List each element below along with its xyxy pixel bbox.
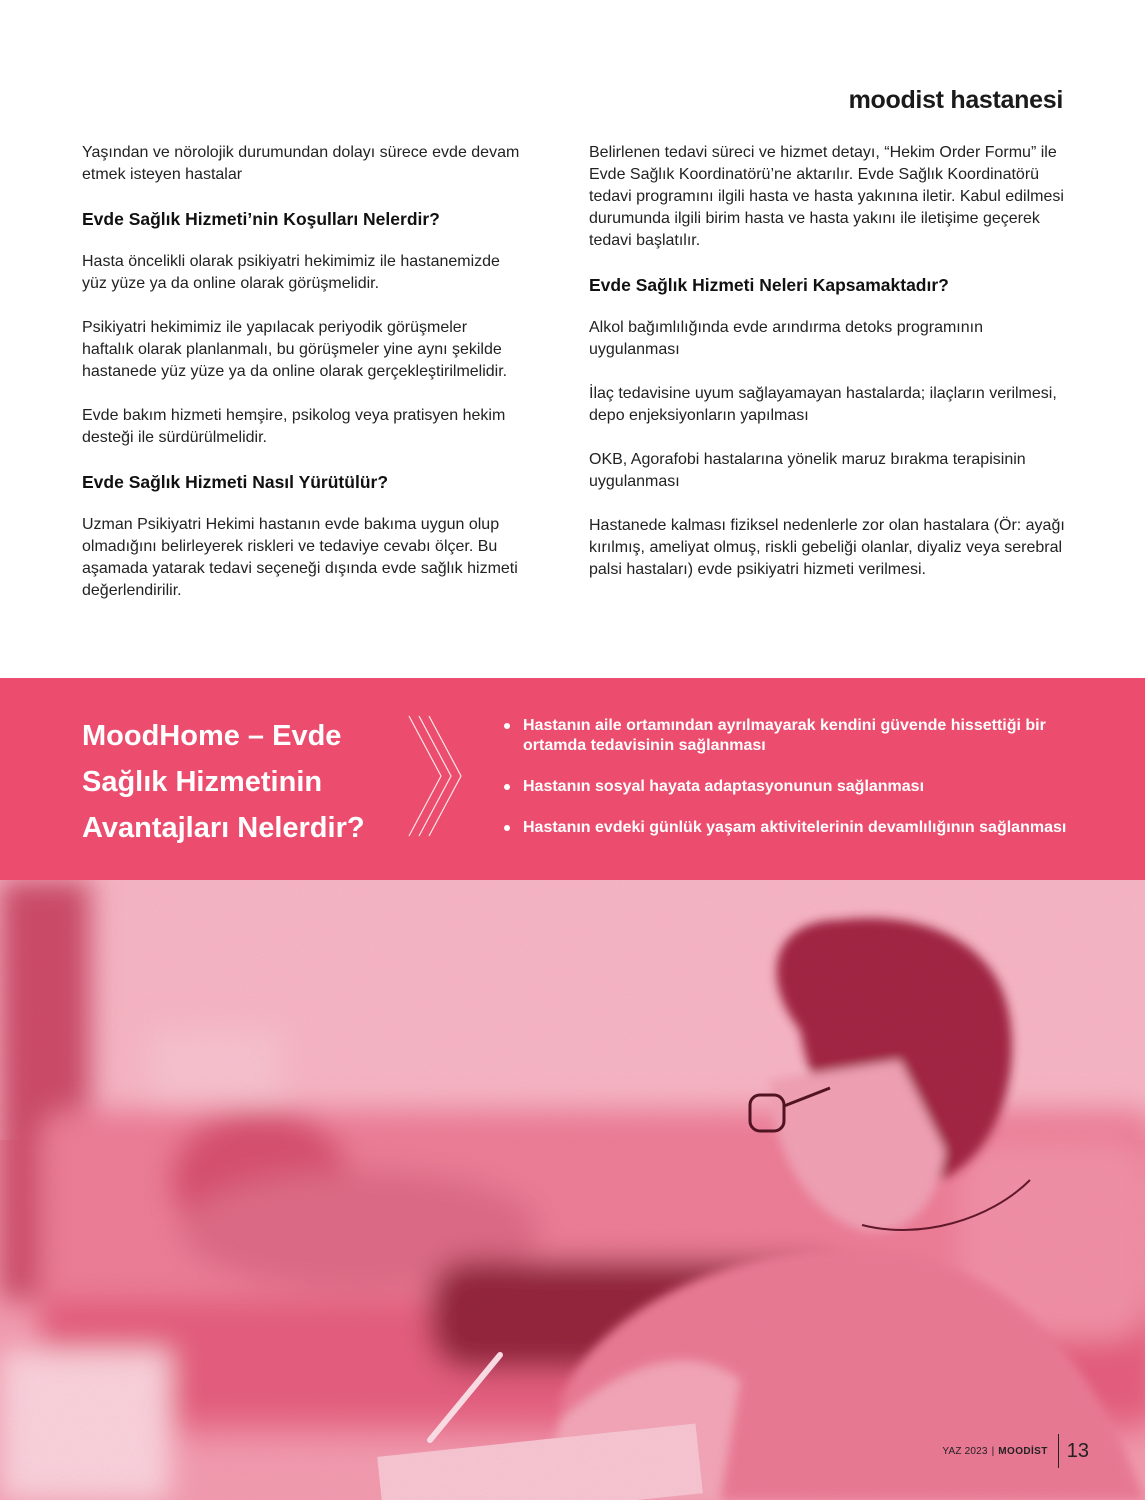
section-heading-scope: Evde Sağlık Hizmeti Neleri Kapsamaktadır?	[589, 275, 949, 295]
right-column	[589, 142, 1069, 603]
issue-label: YAZ 2023	[942, 1445, 988, 1457]
scope-paragraph: İlaç tedavisine uyum sağlayamayan hastalarda; ilaçların verilmesi, depo enjeksiyonların yapılması	[589, 385, 1057, 424]
scope-paragraph: Alkol bağımlılığında evde arındırma detoks programının uygulanması	[589, 319, 983, 358]
footer-separator: |	[991, 1445, 995, 1457]
left-column	[82, 142, 522, 624]
scope-paragraph: Hastanede kalması fiziksel nedenlerle zor olan hastalara (Ör: ayağı kırılmış, ameliyat olmuş, riskli gebeliği olanlar, diyaliz veya serebral palsi hastaları) evde psikiyatri hizmeti verilmesi.	[589, 517, 1065, 578]
conditions-paragraph: Hasta öncelikli olarak psikiyatri hekimimiz ile hastanemizde yüz yüze ya da online olarak görüşmelidir.	[82, 253, 500, 292]
process-paragraph: Uzman Psikiyatri Hekimi hastanın evde bakıma uygun olup olmadığını belirleyerek riskleri ve tedaviye cevabı ölçer. Bu aşamada yatarak tedavi seçeneği dışında evde sağlık hizmeti değerlendirilir.	[82, 516, 518, 599]
magazine-name: MOODİST	[998, 1445, 1048, 1457]
list-item: Hastanın evdeki günlük yaşam aktivitelerinin devamlılığının sağlanması	[504, 818, 1104, 838]
advantages-list	[504, 716, 1104, 859]
conditions-paragraph: Psikiyatri hekimimiz ile yapılacak periyodik görüşmeler haftalık olarak planlanmalı, bu görüşmeler yine aynı şekilde hastanede yüz yüze ya da online olarak gerçekleştirilmelidir.	[82, 319, 508, 380]
left-intro-paragraph: Yaşından ve nörolojik durumundan dolayı sürece evde devam etmek isteyen hastalar	[82, 144, 520, 183]
right-intro-paragraph: Belirlenen tedavi süreci ve hizmet detayı, “Hekim Order Formu” ile Evde Sağlık Koordinatörü’ne aktarılır. Evde Sağlık Koordinatörü tedavi programını ilgili hasta ve hasta yakınına iletir. Kabul edilmesi durumunda ilgili birim hasta ve hasta yakını ile iletişime geçerek tedavi başlatılır.	[589, 144, 1064, 249]
page-footer	[942, 1434, 1089, 1468]
advantages-title: MoodHome – Evde Sağlık Hizmetinin Avantajları Nelerdir?	[82, 720, 365, 844]
list-item: Hastanın aile ortamından ayrılmayarak kendini güvende hissettiği bir ortamda tedavisinin sağlanması	[504, 716, 1104, 756]
page-number: 13	[1066, 1439, 1089, 1462]
scope-paragraph: OKB, Agorafobi hastalarına yönelik maruz bırakma terapisinin uygulanması	[589, 451, 1026, 490]
chevron-right-icon	[405, 714, 469, 838]
section-heading-conditions: Evde Sağlık Hizmeti’nin Koşulları Nelerdir?	[82, 209, 440, 229]
brand-title: moodist hastanesi	[848, 86, 1063, 114]
therapy-session-photo	[0, 880, 1145, 1500]
section-heading-process: Evde Sağlık Hizmeti Nasıl Yürütülür?	[82, 472, 389, 492]
list-item: Hastanın sosyal hayata adaptasyonunun sağlanması	[504, 777, 1104, 797]
conditions-paragraph: Evde bakım hizmeti hemşire, psikolog veya pratisyen hekim desteği ile sürdürülmelidir.	[82, 407, 506, 446]
footer-divider	[1058, 1434, 1059, 1468]
